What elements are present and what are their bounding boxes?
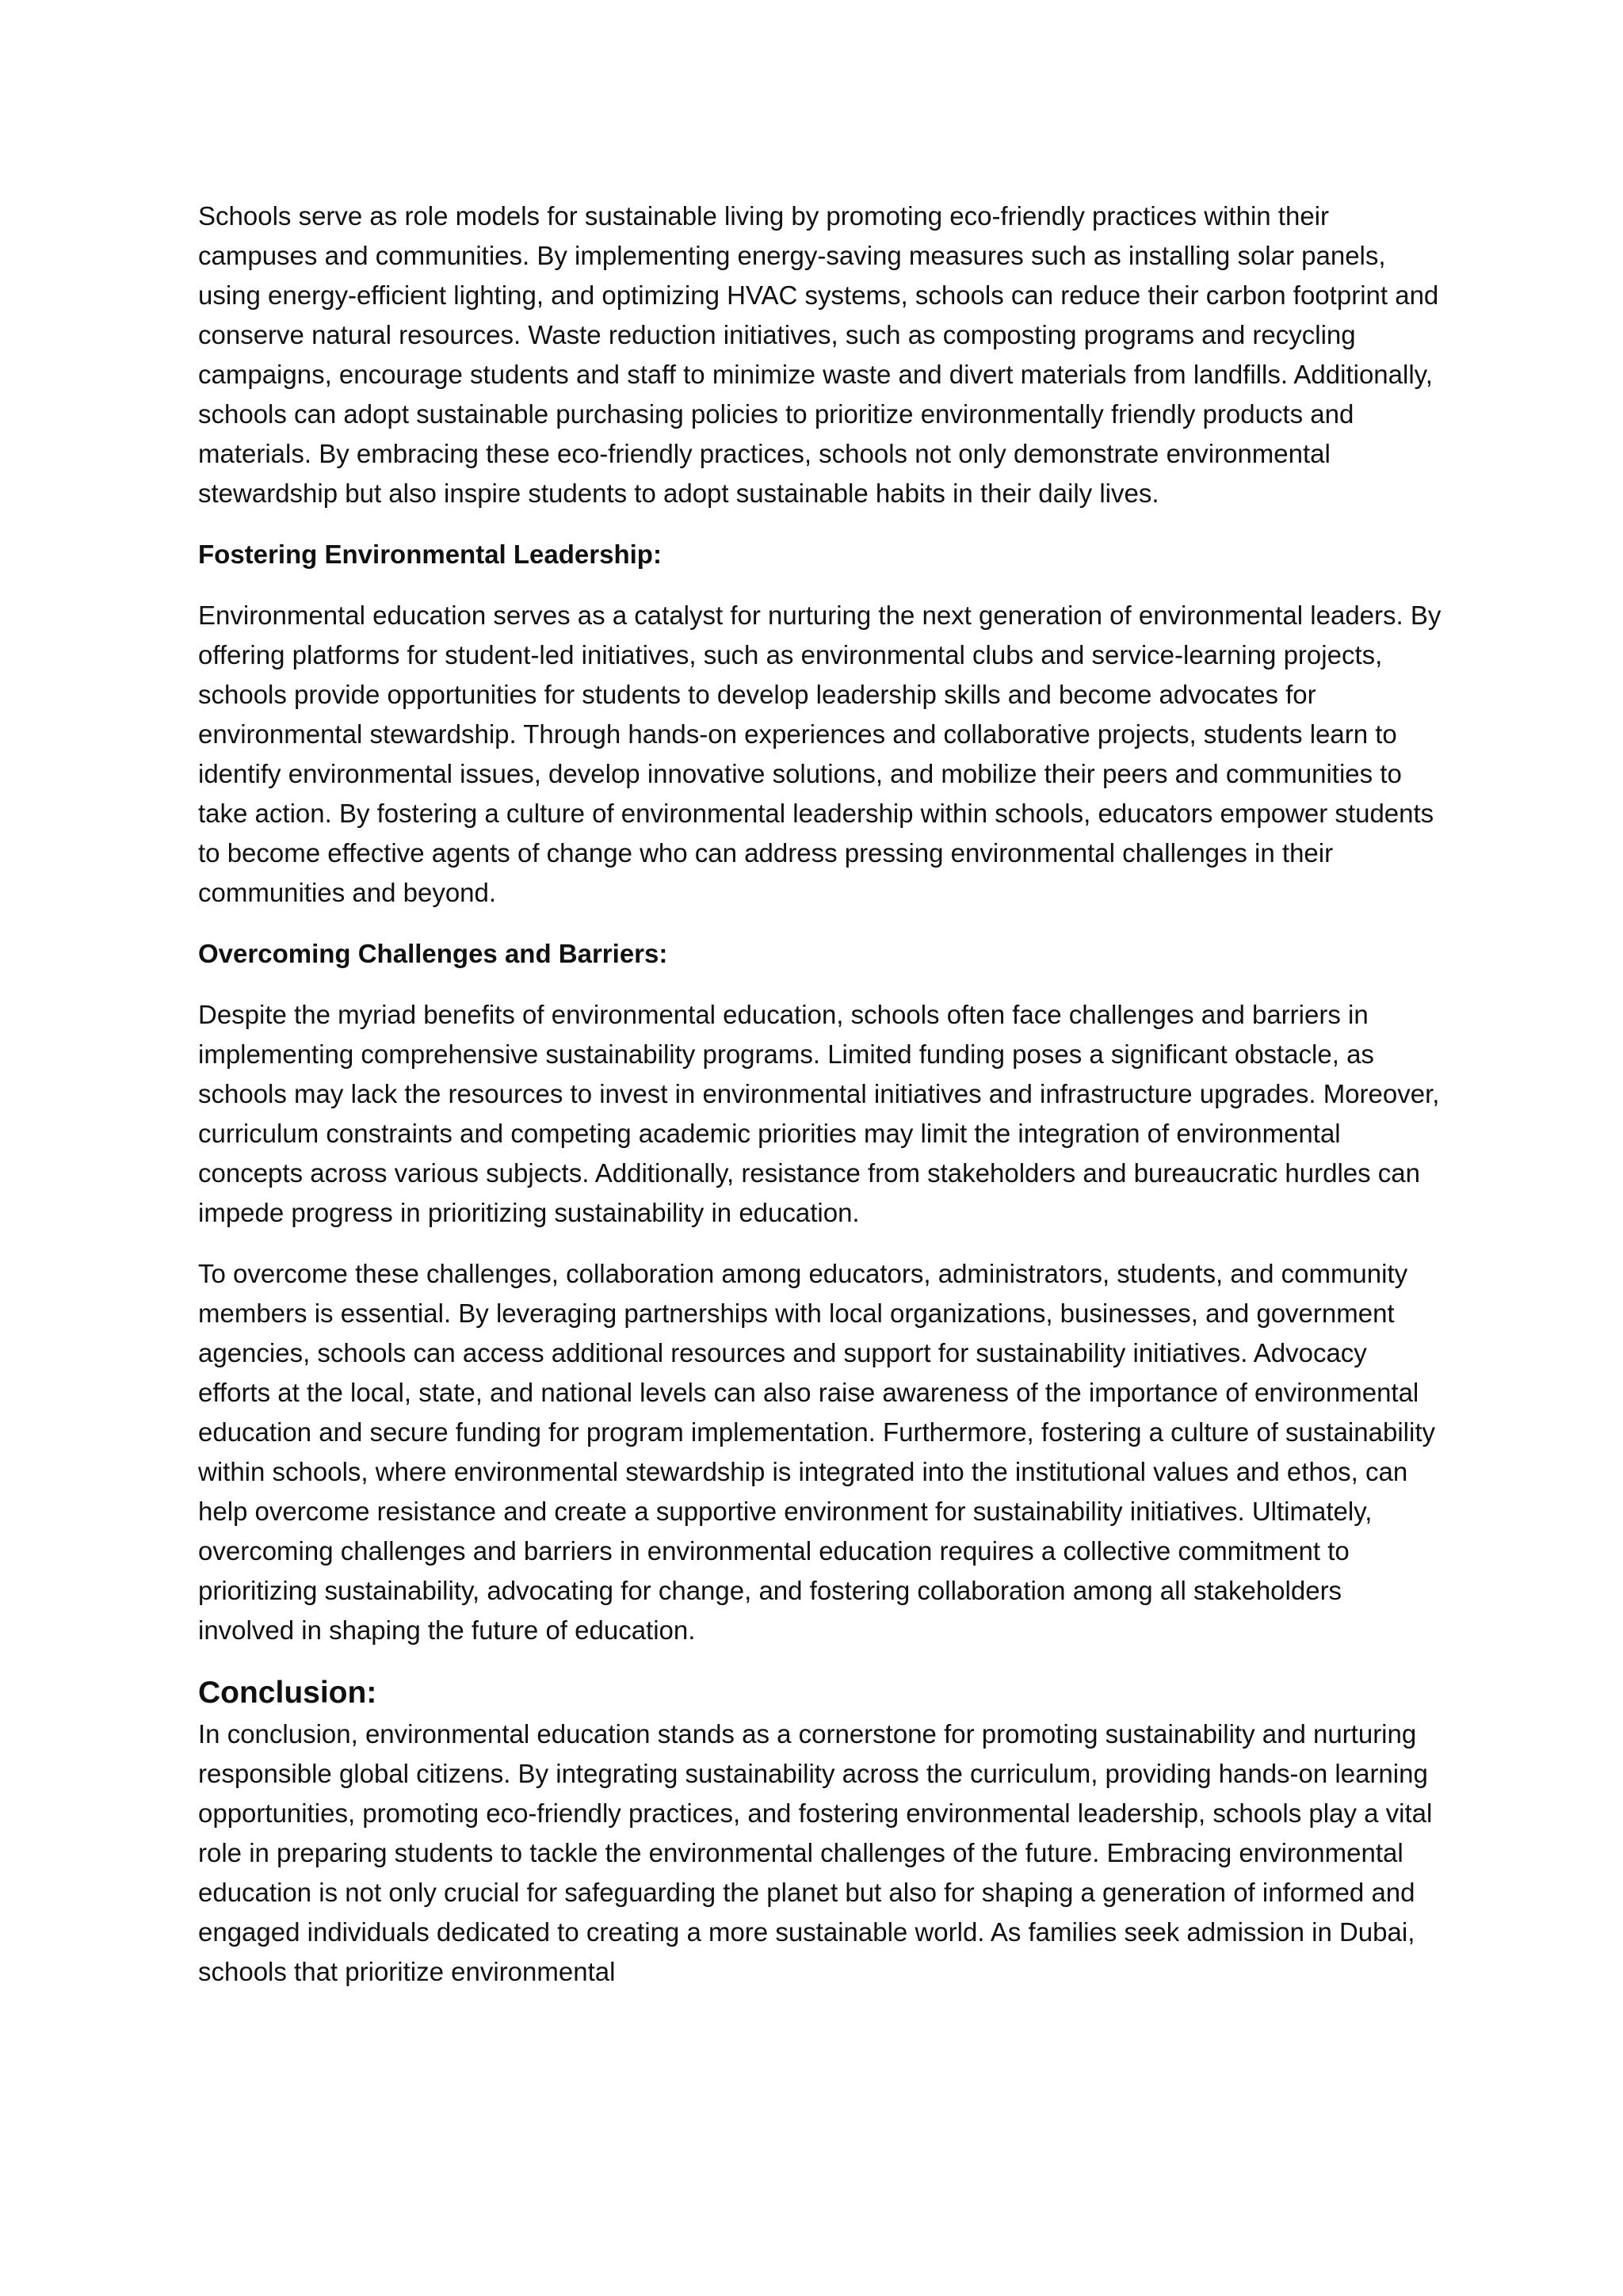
heading-conclusion: Conclusion: (198, 1676, 377, 1710)
heading-fostering-environmental-leadership: Fostering Environmental Leadership: (198, 540, 662, 569)
paragraph-conclusion: In conclusion, environmental education stands as a cornerstone for promoting sustainability and nurturing responsible global citizens. By integrating sustainability across the curriculum, providing hands-on learning opportunities, promoting eco-friendly practices, and fostering environmental leadership, schools play a vital role in preparing students to tackle the environmental challenges of the future. Embracing environmental education is not only crucial for safeguarding the planet but also for shaping a generation of informed and engaged individuals dedicated to creating a more sustainable world. As families seek admission in Dubai, schools that prioritize environmental (198, 1719, 1433, 1986)
paragraph-fostering-environmental-leadership: Environmental education serves as a catalyst for nurturing the next generation of environmental leaders. By offering platforms for student-led initiatives, such as environmental clubs and service-learning projects, schools provide opportunities for students to develop leadership skills and become advocates for environmental stewardship. Through hands-on experiences and collaborative projects, students learn to identify environmental issues, develop innovative solutions, and mobilize their peers and communities to take action. By fostering a culture of environmental leadership within schools, educators empower students to become effective agents of change who can address pressing environmental challenges in their communities and beyond. (198, 601, 1442, 907)
heading-overcoming-challenges: Overcoming Challenges and Barriers: (198, 939, 668, 968)
paragraph-overcoming-challenges-1: Despite the myriad benefits of environmental education, schools often face challenges and barriers in implementing comprehensive sustainability programs. Limited funding poses a significant obstacle, as schools may lack the resources to invest in environmental initiatives and infrastructure upgrades. Moreover, curriculum constraints and competing academic priorities may limit the integration of environmental concepts across various subjects. Additionally, resistance from stakeholders and bureaucratic hurdles can impede progress in prioritizing sustainability in education. (198, 1000, 1440, 1227)
paragraph-eco-friendly-practices: Schools serve as role models for sustainable living by promoting eco-friendly practices within their campuses and communities. By implementing energy-saving measures such as installing solar panels, using energy-efficient lighting, and optimizing HVAC systems, schools can reduce their carbon footprint and conserve natural resources. Waste reduction initiatives, such as composting programs and recycling campaigns, encourage students and staff to minimize waste and divert materials from landfills. Additionally, schools can adopt sustainable purchasing policies to prioritize environmentally friendly products and materials. By embracing these eco-friendly practices, schools not only demonstrate environmental stewardship but also inspire students to adopt sustainable habits in their daily lives. (198, 201, 1439, 508)
paragraph-overcoming-challenges-2: To overcome these challenges, collaboration among educators, administrators, students, and community members is essential. By leveraging partnerships with local organizations, businesses, and government agencies, schools can access additional resources and support for sustainability initiatives. Advocacy efforts at the local, state, and national levels can also raise awareness of the importance of environmental education and secure funding for program implementation. Furthermore, fostering a culture of sustainability within schools, where environmental stewardship is integrated into the institutional values and ethos, can help overcome resistance and create a supportive environment for sustainability initiatives. Ultimately, overcoming challenges and barriers in environmental education requires a collective commitment to prioritizing sustainability, advocating for change, and fostering collaboration among all stakeholders involved in shaping the future of education. (198, 1259, 1435, 1645)
document-body (198, 196, 1444, 1992)
